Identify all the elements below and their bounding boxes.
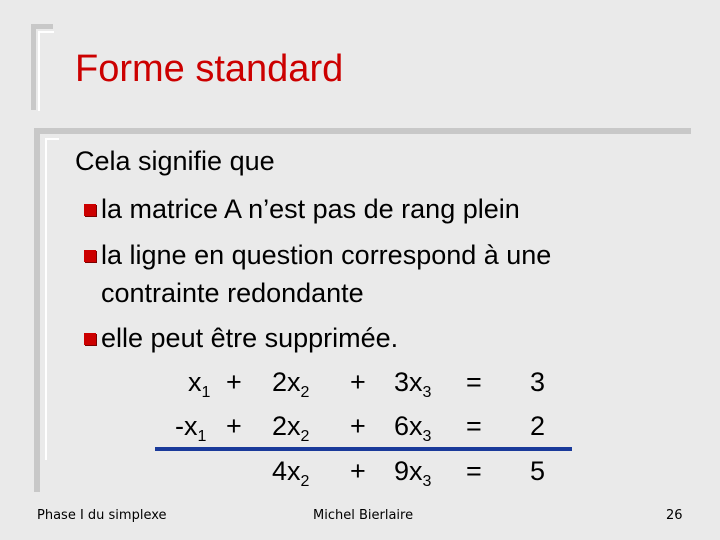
sum-rule-line	[155, 447, 572, 451]
eq3-x3: $9x_3$	[394, 456, 432, 490]
eq2-plus1: +	[226, 411, 242, 441]
eq3-equals: =	[466, 456, 482, 486]
eq2-rhs: 2	[530, 411, 546, 441]
bullet-icon	[84, 333, 96, 345]
title-frame-decoration	[31, 24, 53, 110]
footer-author: Michel Bierlaire	[313, 508, 414, 523]
eq2-x3: $6x_3$	[394, 411, 432, 445]
intro-text: Cela signifie que	[75, 146, 275, 176]
slide-title: Forme standard	[75, 48, 344, 90]
eq2-plus2: +	[350, 411, 366, 441]
eq1-x2: $2x_2$	[272, 367, 310, 401]
eq3-plus2: +	[350, 456, 366, 486]
eq2-equals: =	[466, 411, 482, 441]
bullet-item-3: elle peut être supprimée.	[101, 323, 399, 353]
footer-course-title: Phase I du simplexe	[37, 508, 167, 523]
eq1-x3: $3x_3$	[394, 367, 432, 401]
eq1-plus1: +	[226, 367, 242, 397]
footer-page-number: 26	[666, 508, 683, 523]
bullet-item-2: la ligne en question correspond à une	[101, 240, 552, 270]
eq3-x2: $4x_2$	[272, 456, 310, 490]
eq1-rhs: 3	[530, 367, 546, 397]
bullet-icon	[84, 250, 96, 262]
eq1-x1: $x_1$	[188, 367, 211, 401]
eq2-x1: $-x_1$	[175, 411, 207, 445]
bullet-item-2-continued: contrainte redondante	[101, 278, 364, 308]
bullet-item-1: la matrice A n’est pas de rang plein	[101, 194, 520, 224]
bullet-icon	[84, 204, 96, 216]
eq1-equals: =	[466, 367, 482, 397]
eq3-rhs: 5	[530, 456, 546, 486]
eq1-plus2: +	[350, 367, 366, 397]
eq2-x2: $2x_2$	[272, 411, 310, 445]
